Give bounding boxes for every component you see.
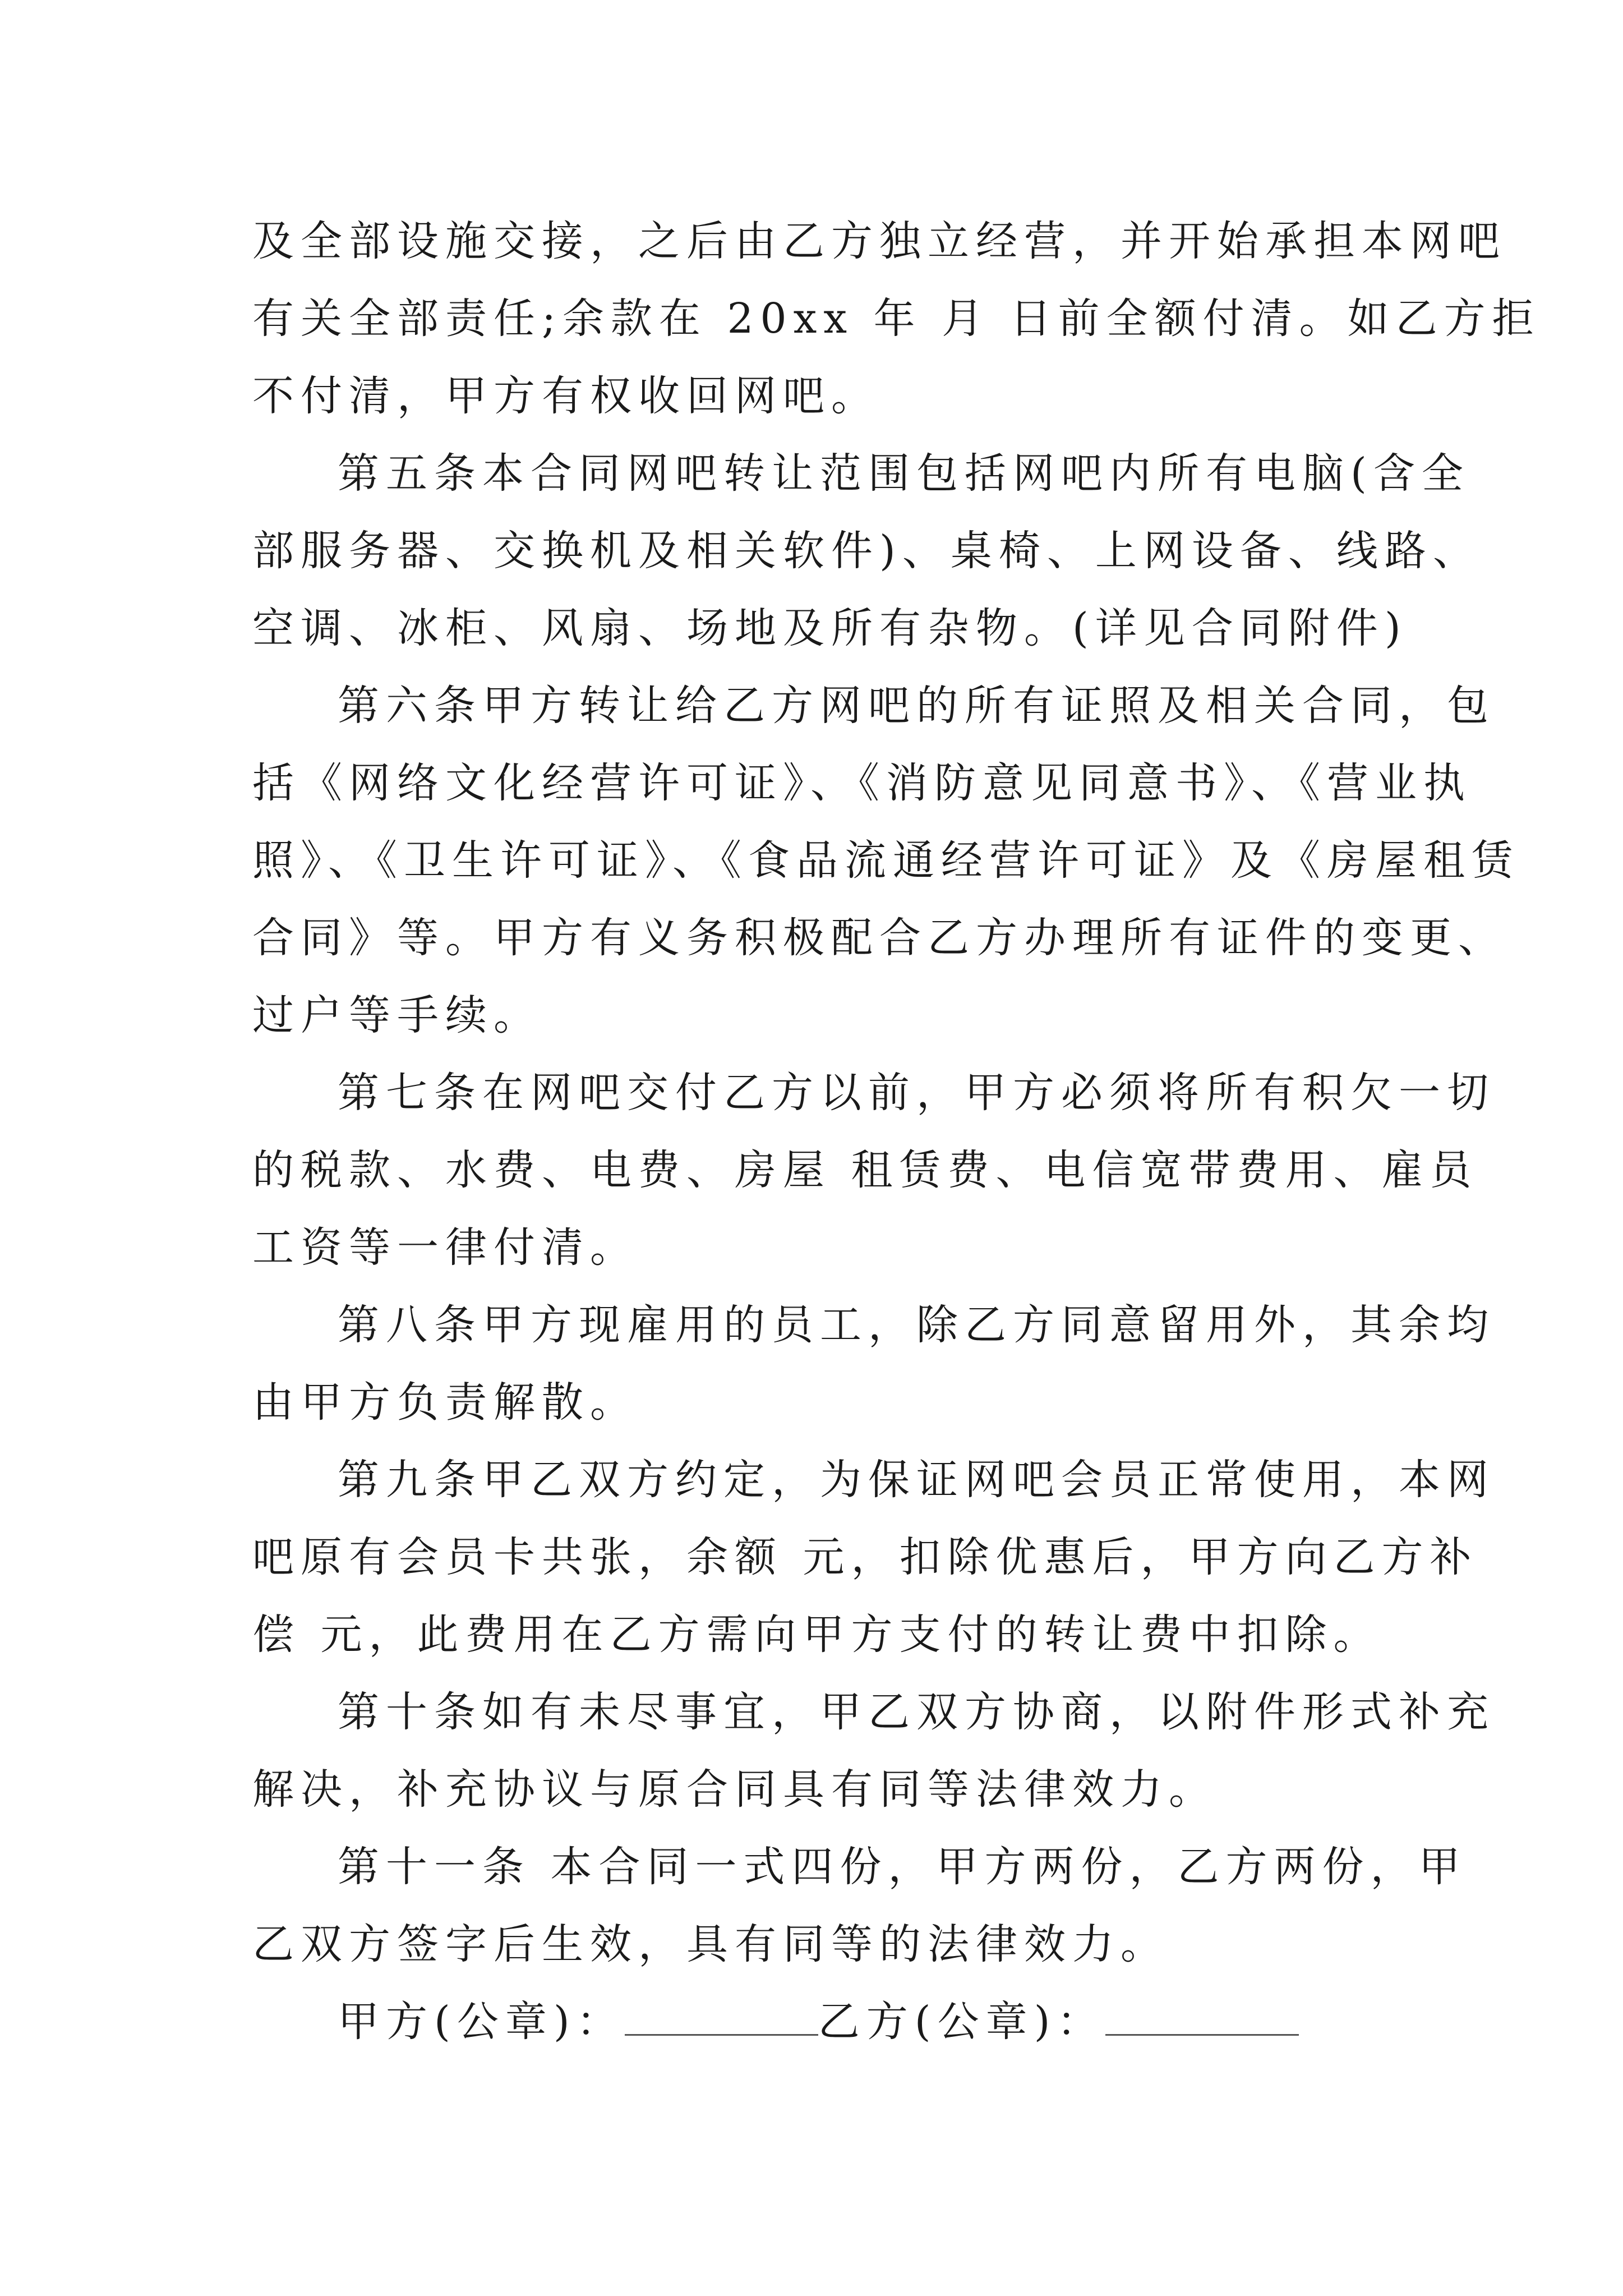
text-line: 乙双方签字后生效，具有同等的法律效力。 <box>252 1920 1169 1968</box>
party-a-label: 甲方(公章)： <box>338 1998 625 2046</box>
text-line: 过户等手续。 <box>252 991 542 1039</box>
text-line: 不付清，甲方有权收回网吧。 <box>252 372 879 420</box>
party-b-signature-blank[interactable] <box>1105 1995 1299 2036</box>
party-a-signature-blank[interactable] <box>625 1995 818 2036</box>
text-line: 工资等一律付清。 <box>252 1223 638 1272</box>
text-line: 空调、冰柜、风扇、场地及所有杂物。(详见合同附件) <box>252 604 1408 652</box>
text-line: 的税款、水费、电费、房屋 租赁费、电信宽带费用、雇员 <box>252 1146 1478 1194</box>
text-line: 部服务器、交换机及相关软件)、桌椅、上网设备、线路、 <box>252 527 1481 575</box>
clause-9-start: 第九条甲乙双方约定，为保证网吧会员正常使用，本网 <box>338 1456 1495 1504</box>
text-line: 吧原有会员卡共张，余额 元，扣除优惠后，甲方向乙方补 <box>252 1533 1478 1581</box>
text-line: 有关全部责任;余款在 20xx 年 月 日前全额付清。如乙方拒 <box>252 295 1541 343</box>
clause-7-start: 第七条在网吧交付乙方以前，甲方必须将所有积欠一切 <box>338 1069 1495 1117</box>
text-line: 合同》等。甲方有义务积极配合乙方办理所有证件的变更、 <box>252 914 1506 962</box>
text-line: 照》、《卫生许可证》、《食品流通经营许可证》及《房屋租赁 <box>252 836 1520 885</box>
text-line: 及全部设施交接，之后由乙方独立经营，并开始承担本网吧 <box>252 217 1506 265</box>
signature-line <box>338 1994 1543 2050</box>
text-line: 括《网络文化经营许可证》、《消防意见同意书》、《营业执 <box>252 759 1472 807</box>
text-line: 解决，补充协议与原合同具有同等法律效力。 <box>252 1765 1217 1814</box>
clause-11-start: 第十一条 本合同一式四份，甲方两份，乙方两份，甲 <box>338 1843 1467 1891</box>
clause-10-start: 第十条如有未尽事宜，甲乙双方协商，以附件形式补充 <box>338 1688 1495 1736</box>
clause-5-start: 第五条本合同网吧转让范围包括网吧内所有电脑(含全 <box>338 449 1470 498</box>
text-line: 偿 元，此费用在乙方需向甲方支付的转让费中扣除。 <box>252 1611 1382 1659</box>
text-line: 由甲方负责解散。 <box>252 1378 638 1427</box>
clause-8-start: 第八条甲方现雇用的员工，除乙方同意留用外，其余均 <box>338 1301 1495 1349</box>
party-b-label: 乙方(公章)： <box>818 1998 1105 2046</box>
clause-6-start: 第六条甲方转让给乙方网吧的所有证照及相关合同，包 <box>338 682 1495 730</box>
